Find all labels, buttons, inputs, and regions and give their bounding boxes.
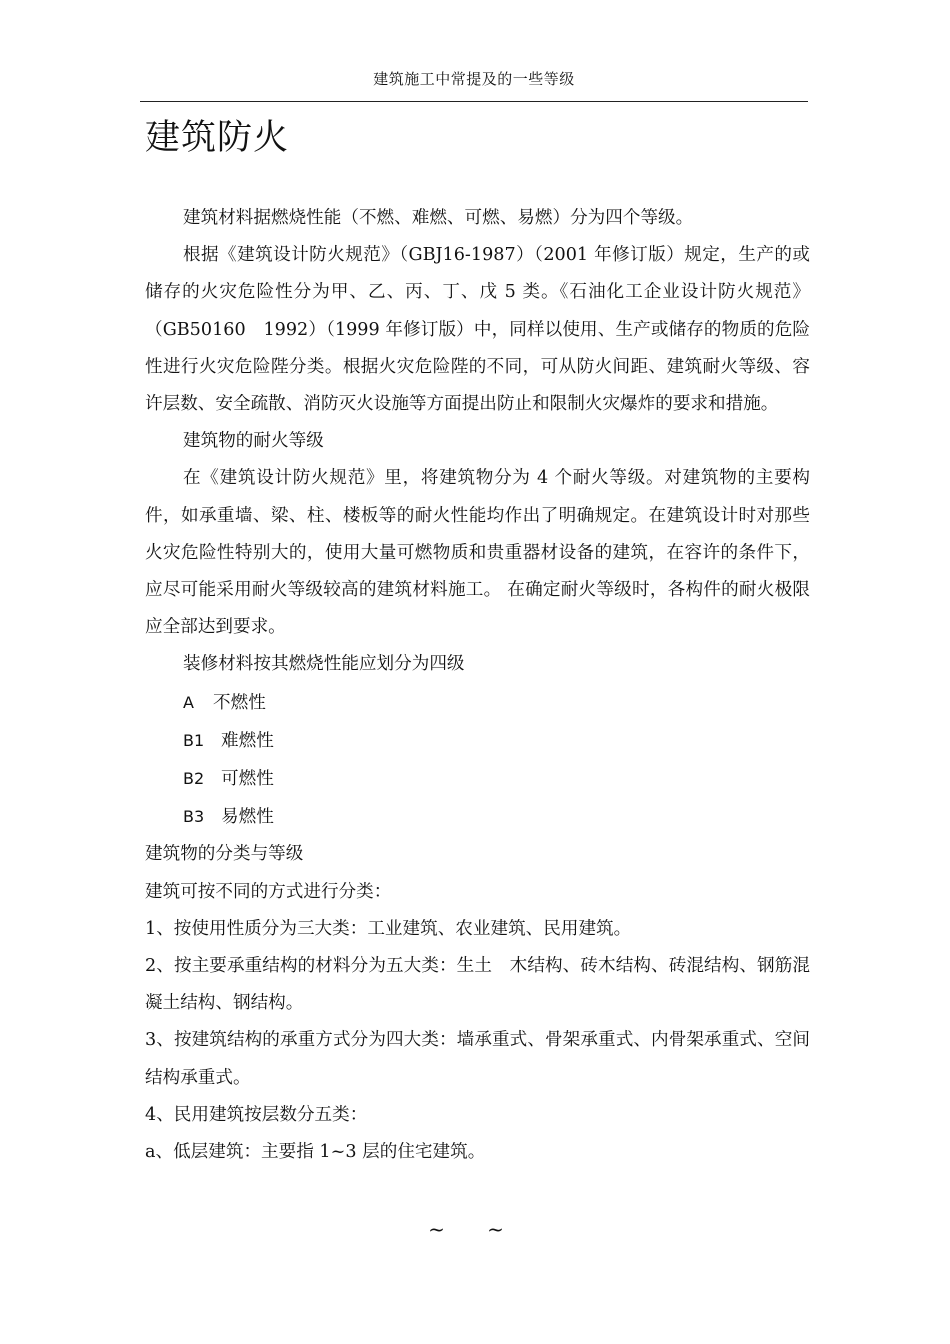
header-rule	[140, 101, 808, 102]
running-header: 建筑施工中常提及的一些等级	[373, 70, 575, 88]
grade-label: 难燃性	[221, 730, 274, 751]
grade-code: A	[183, 692, 194, 712]
subheading-fire-resistance: 建筑物的耐火等级	[183, 431, 324, 452]
grade-item	[183, 684, 810, 722]
grade-code: B1	[183, 730, 205, 750]
classification-item: 1、按使用性质分为三大类：工业建筑、农业建筑、民用建筑。	[145, 918, 632, 939]
grade-item	[183, 798, 810, 836]
paragraph-decoration-materials: 装修材料按其燃烧性能应划分为四级	[183, 654, 465, 675]
grade-label: 可燃性	[221, 769, 274, 790]
grade-code: B2	[183, 769, 205, 789]
grade-code: B3	[183, 807, 205, 827]
page-footer-marker: ~ ~	[428, 1217, 522, 1241]
paragraph-material-grades: 建筑材料据燃烧性能（不燃、难燃、可燃、易燃）分为四个等级。	[183, 208, 694, 228]
document-body	[145, 200, 810, 1171]
grade-label: 易燃性	[221, 807, 274, 828]
paragraph-fire-hazard-classes: 根据《建筑设计防火规范》（GBJ16-1987）（2001 年修订版）规定，生产的或储存的火灾危险性分为甲、乙、丙、丁、戊 5 类。《石油化工企业设计防火规范》（GB50160 1992）（1999 年修订版）中，同样以使用、生产或储存的物质的危险性进行火灾危险陛分类。根据火灾危险陛的不同，可从防火间距、建筑耐火等级、容许层数、安全疏散、消防灭火设施等方面提出防止和限制火灾爆炸的要求和措施。	[145, 245, 810, 415]
classification-item: 3、按建筑结构的承重方式分为四大类：墙承重式、骨架承重式、内骨架承重式、空间结构承重式。	[145, 1030, 810, 1088]
classification-intro: 建筑可按不同的方式进行分类：	[145, 881, 392, 902]
paragraph-fire-resistance-levels: 在《建筑设计防火规范》里，将建筑物分为 4 个耐火等级。对建筑物的主要构件，如承重墙、梁、柱、楼板等的耐火性能均作出了明确规定。在建筑设计时对那些火灾危险性特别大的，使用大量可燃物质和贵重器材设备的建筑，在容许的条件下，应尽可能采用耐火等级较高的建筑材料施工。 在确定耐火等级时，各构件的耐火极限应全部达到要求。	[145, 468, 810, 638]
classification-heading: 建筑物的分类与等级	[145, 844, 304, 865]
grade-label: 不燃性	[213, 692, 266, 713]
section-title: 建筑防火	[145, 118, 290, 158]
grade-list	[145, 684, 810, 837]
classification-item: 4、民用建筑按层数分五类：	[145, 1104, 368, 1125]
grade-item	[183, 722, 810, 760]
classification-item: 2、按主要承重结构的材料分为五大类：生土 木结构、砖木结构、砖混结构、钢筋混凝土结构、钢结构。	[145, 956, 810, 1014]
grade-item	[183, 760, 810, 798]
classification-item: a、低层建筑：主要指 1~3 层的住宅建筑。	[145, 1142, 486, 1163]
